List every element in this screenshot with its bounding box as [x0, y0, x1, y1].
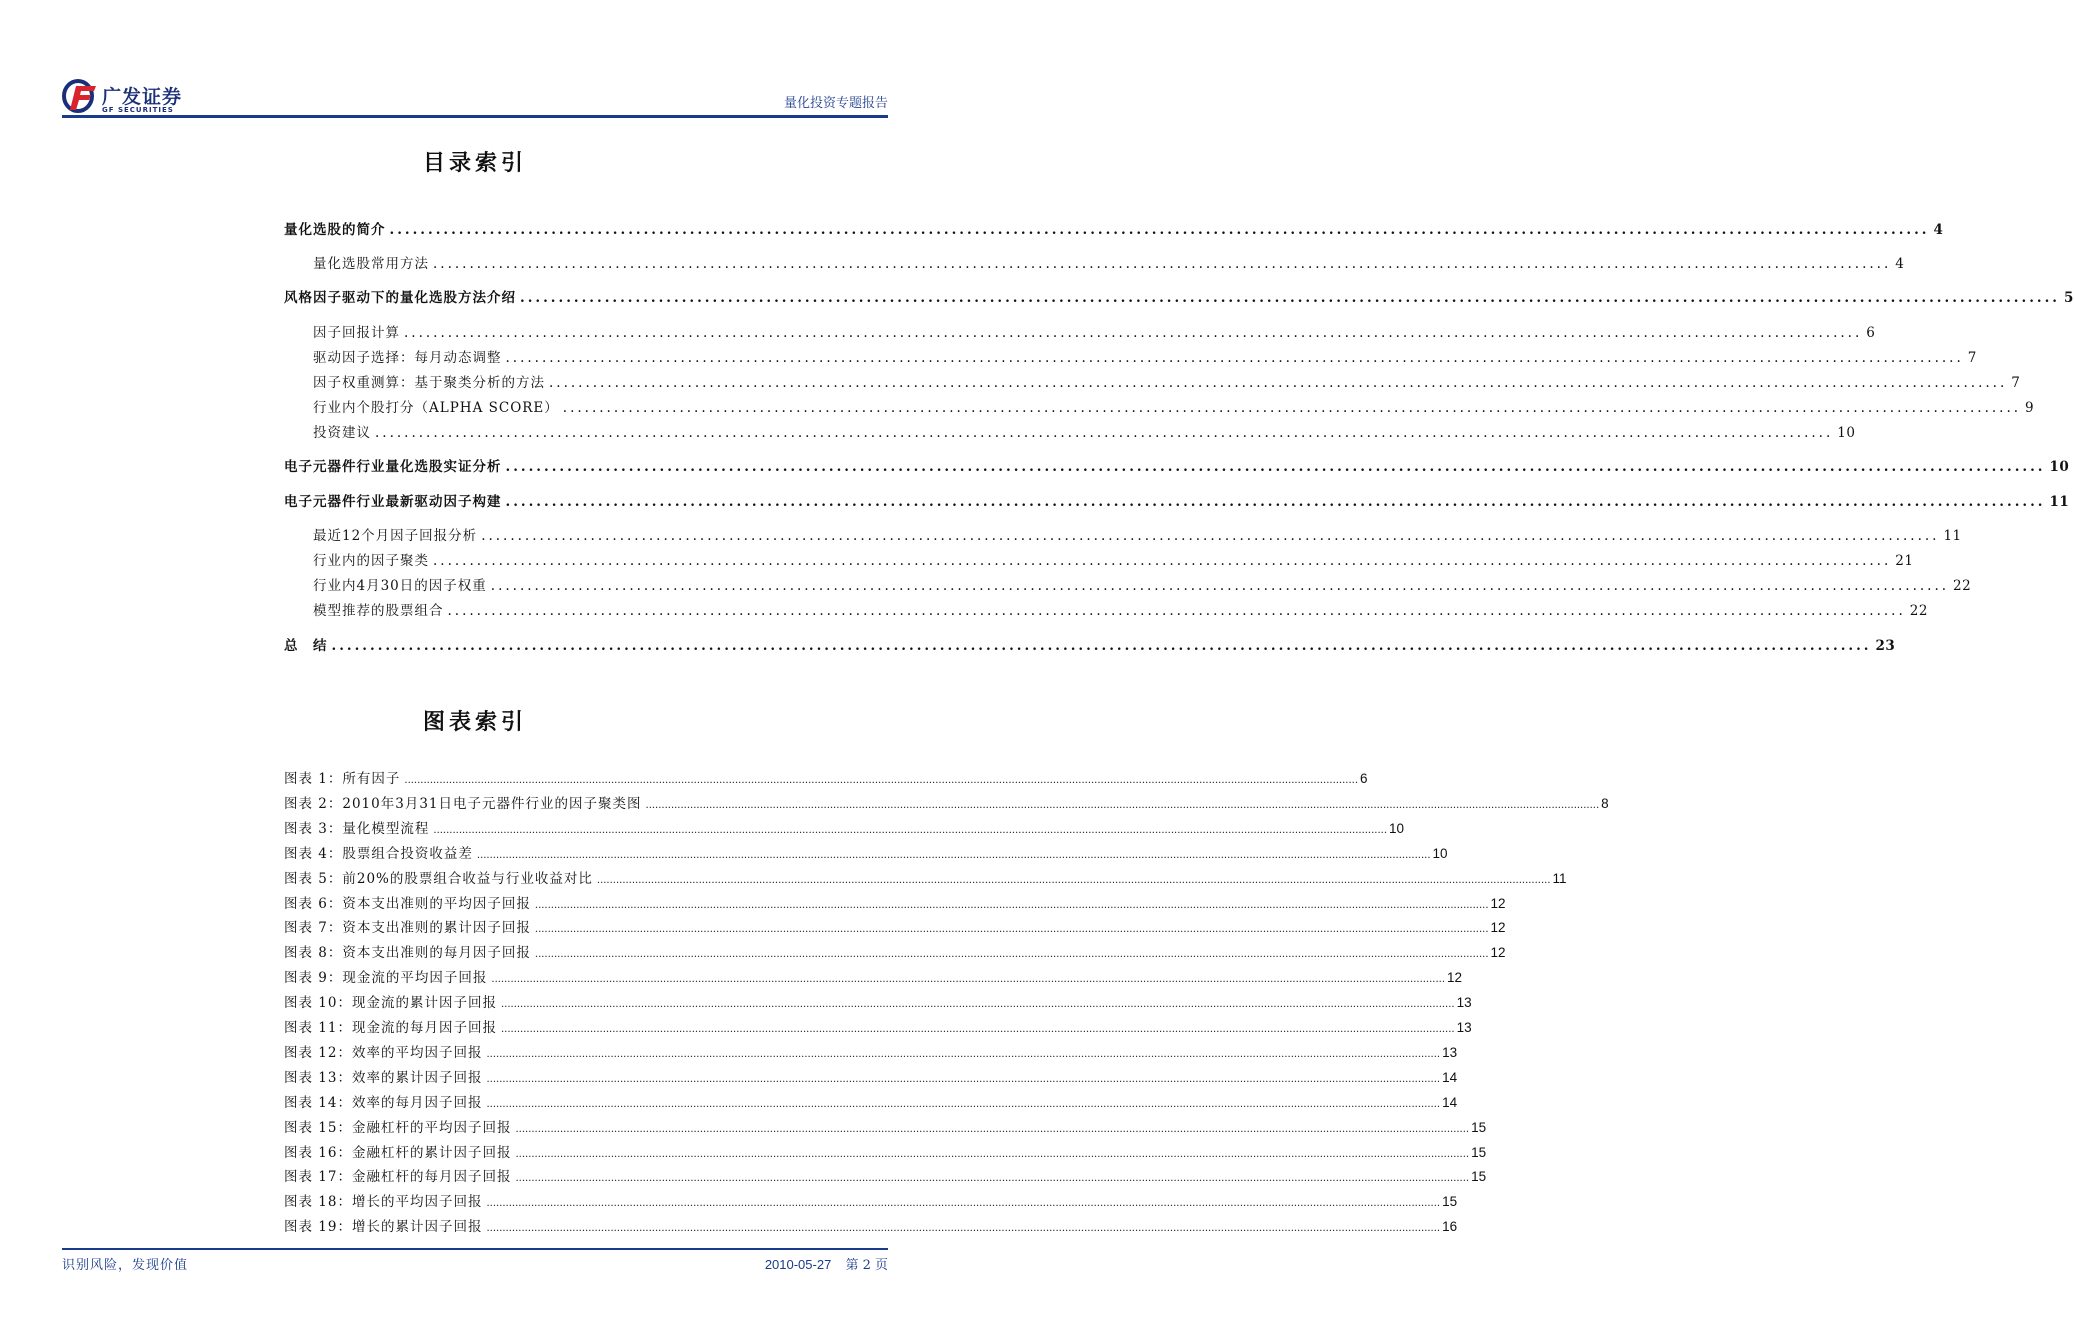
figure-index-entry[interactable] — [284, 1167, 1487, 1187]
toc-entry-page: 11 — [1943, 528, 1962, 544]
toc-leader-dots: ........................................................................................................................................................................................................ — [505, 459, 2046, 475]
toc-entry-page: 4 — [1933, 222, 1944, 238]
toc-leader-dots: ........................................................................................................................................................................................................ — [549, 375, 2008, 391]
figure-entry-title: 图表 18：增长的平均因子回报 — [284, 1194, 483, 1211]
toc-leader-dots: ........................................................................................................................................................................................................ — [331, 638, 1872, 654]
figure-entry-title: 图表 10：现金流的累计因子回报 — [284, 995, 497, 1012]
figure-entry-title: 图表 9：现金流的平均因子回报 — [284, 970, 488, 987]
figure-index-entry[interactable] — [284, 1043, 1458, 1063]
toc-entry-page: 5 — [2064, 290, 2074, 306]
figure-leader-dots: ............................................................................................................................................................................................................................................................................................................ — [491, 974, 1446, 986]
figure-index-entry[interactable] — [284, 844, 1448, 864]
figure-leader-dots: ............................................................................................................................................................................................................................................................................................................ — [404, 775, 1359, 786]
toc-entry-page: 10 — [2049, 459, 2070, 475]
toc-entry[interactable] — [284, 526, 1962, 546]
toc-leader-dots: ........................................................................................................................................................................................................ — [520, 290, 2060, 306]
figure-entry-page: 15 — [1471, 1169, 1487, 1185]
figure-entry-page: 10 — [1432, 845, 1448, 861]
figure-leader-dots: ............................................................................................................................................................................................................................................................................................................ — [500, 999, 1455, 1011]
toc-entry-page: 7 — [1967, 350, 1977, 366]
figure-index-entry[interactable] — [284, 1018, 1472, 1038]
figure-entry-page: 13 — [1456, 995, 1472, 1011]
figure-entry-page: 15 — [1471, 1119, 1487, 1135]
toc-entry-page: 23 — [1875, 638, 1896, 654]
toc-entry-title: 最近12个月因子回报分析 — [313, 528, 478, 544]
figure-index-entry[interactable] — [284, 894, 1506, 914]
figure-entry-title: 图表 5：前20%的股票组合收益与行业收益对比 — [284, 870, 593, 887]
toc-entry-title: 行业内的因子聚类 — [313, 553, 429, 569]
toc-entry-title: 驱动因子选择：每月动态调整 — [313, 350, 502, 366]
figure-entry-page: 12 — [1490, 945, 1506, 961]
figure-entry-title: 图表 11：现金流的每月因子回报 — [284, 1020, 497, 1036]
figure-index-entry[interactable] — [284, 993, 1472, 1013]
toc-entry[interactable] — [284, 373, 2021, 393]
figure-leader-dots: ............................................................................................................................................................................................................................................................................................................ — [486, 1223, 1441, 1235]
figure-entry-page: 11 — [1552, 870, 1567, 886]
toc-entry-title: 因子权重测算：基于聚类分析的方法 — [313, 375, 545, 391]
figure-entry-page: 12 — [1447, 970, 1463, 986]
figure-leader-dots: ............................................................................................................................................................................................................................................................................................................ — [515, 1148, 1470, 1160]
footer-page-number: 第 2 页 — [845, 1258, 888, 1273]
figure-entry-page: 12 — [1490, 920, 1506, 936]
toc-entry[interactable] — [284, 348, 1977, 368]
toc-entry-page: 4 — [1895, 256, 1905, 272]
toc-entry-title: 电子元器件行业量化选股实证分析 — [284, 459, 502, 475]
figure-entry-page: 14 — [1442, 1069, 1458, 1085]
toc-entry-title: 电子元器件行业最新驱动因子构建 — [284, 494, 502, 510]
figure-entry-page: 13 — [1442, 1044, 1458, 1060]
logo-text-cn: 广发证券 — [102, 86, 183, 108]
figure-entry-title: 图表 12：效率的平均因子回报 — [284, 1044, 483, 1061]
figure-leader-dots: ............................................................................................................................................................................................................................................................................................................ — [534, 899, 1489, 911]
figure-entry-title: 图表 14：效率的每月因子回报 — [284, 1094, 483, 1111]
figure-leader-dots: ............................................................................................................................................................................................................................................................................................................ — [486, 1098, 1441, 1110]
gf-logo-icon — [62, 78, 102, 114]
figure-entry-page: 16 — [1442, 1219, 1458, 1235]
figure-index-entry[interactable] — [284, 1068, 1458, 1088]
toc-leader-dots: ........................................................................................................................................................................................................ — [490, 578, 1950, 594]
toc-leader-dots: ........................................................................................................................................................................................................ — [447, 603, 1906, 619]
company-logo — [62, 78, 202, 116]
toc-entry-page: 22 — [1909, 603, 1928, 619]
toc-leader-dots: ........................................................................................................................................................................................................ — [375, 425, 1834, 441]
figure-entry-page: 14 — [1442, 1094, 1458, 1110]
toc-leader-dots: ........................................................................................................................................................................................................ — [562, 400, 2022, 416]
toc-entry[interactable] — [284, 423, 1856, 443]
toc-entry[interactable] — [284, 323, 1876, 343]
figure-index-entry[interactable] — [284, 1118, 1487, 1138]
figure-entry-title: 图表 2：2010年3月31日电子元器件行业的因子聚类图 — [284, 795, 642, 812]
figure-leader-dots: ............................................................................................................................................................................................................................................................................................................ — [486, 1073, 1441, 1085]
toc-leader-dots: ........................................................................................................................................................................................................ — [433, 256, 1892, 272]
figure-index-entry[interactable] — [284, 794, 1609, 814]
figure-entry-title: 图表 7：资本支出准则的累计因子回报 — [284, 920, 531, 937]
toc-entry-title: 总 结 — [284, 638, 328, 654]
toc-entry-page: 21 — [1895, 553, 1914, 569]
figure-index-entry[interactable] — [284, 869, 1567, 889]
figure-entry-page: 10 — [1389, 820, 1405, 836]
figure-entry-page: 15 — [1471, 1144, 1487, 1160]
figure-entry-title: 图表 8：资本支出准则的每月因子回报 — [284, 945, 531, 962]
figure-index-entry[interactable] — [284, 819, 1405, 839]
toc-entry-title: 行业内4月30日的因子权重 — [313, 578, 487, 594]
figure-leader-dots: ............................................................................................................................................................................................................................................................................................................ — [486, 1198, 1441, 1210]
toc-entry[interactable] — [284, 398, 2035, 418]
figure-entry-title: 图表 1：所有因子 — [284, 771, 401, 787]
figure-leader-dots: ............................................................................................................................................................................................................................................................................................................ — [433, 824, 1388, 836]
figure-index-entry[interactable] — [284, 769, 1368, 789]
toc-entry-title: 投资建议 — [313, 425, 371, 441]
figure-index-entry[interactable] — [284, 968, 1463, 988]
figure-entry-page: 6 — [1360, 771, 1368, 786]
toc-entry-title: 量化选股的简介 — [284, 222, 386, 238]
figure-leader-dots: ............................................................................................................................................................................................................................................................................................................ — [486, 1048, 1441, 1060]
toc-leader-dots: ........................................................................................................................................................................................................ — [404, 325, 1863, 341]
figure-entry-page: 15 — [1442, 1194, 1458, 1210]
footer-divider — [62, 1248, 888, 1250]
footer-page-info — [765, 1254, 888, 1273]
page-header — [62, 72, 888, 116]
toc-entry-title: 风格因子驱动下的量化选股方法介绍 — [284, 290, 516, 306]
toc-entry[interactable] — [284, 492, 2070, 512]
toc-entry-page: 7 — [2011, 375, 2021, 391]
figure-leader-dots: ............................................................................................................................................................................................................................................................................................................ — [645, 799, 1600, 811]
figure-leader-dots: ............................................................................................................................................................................................................................................................................................................ — [596, 874, 1551, 886]
footer-date: 2010-05-27 — [764, 1257, 832, 1272]
figure-index-entry[interactable] — [284, 918, 1506, 938]
toc-entry-title: 量化选股常用方法 — [313, 256, 429, 272]
toc-entry[interactable] — [284, 254, 1905, 274]
toc-entry[interactable] — [284, 576, 1972, 596]
toc-entry[interactable] — [284, 288, 2074, 308]
figure-leader-dots: ............................................................................................................................................................................................................................................................................................................ — [476, 849, 1431, 861]
toc-entry[interactable] — [284, 551, 1914, 571]
figure-leader-dots: ............................................................................................................................................................................................................................................................................................................ — [515, 1123, 1470, 1135]
toc-entry-page: 22 — [1953, 578, 1972, 594]
toc-entry-page: 10 — [1837, 425, 1856, 441]
toc-entry-title: 因子回报计算 — [313, 325, 400, 341]
figure-leader-dots: ............................................................................................................................................................................................................................................................................................................ — [515, 1173, 1470, 1185]
toc-entry-page: 9 — [2025, 400, 2035, 416]
toc-entry-page: 11 — [2049, 494, 2070, 510]
figure-entry-title: 图表 3：量化模型流程 — [284, 820, 430, 837]
toc-entry-page: 6 — [1866, 325, 1876, 341]
figure-leader-dots: ............................................................................................................................................................................................................................................................................................................ — [534, 924, 1489, 936]
figure-entry-title: 图表 6：资本支出准则的平均因子回报 — [284, 895, 531, 912]
toc-entry[interactable] — [284, 457, 2070, 477]
figure-index-entry[interactable] — [284, 1093, 1458, 1113]
figures-index-title: 图表索引 — [422, 709, 527, 735]
figure-entry-page: 12 — [1490, 895, 1506, 911]
figure-index-entry[interactable] — [284, 1143, 1487, 1163]
footer-slogan: 识别风险，发现价值 — [62, 1258, 189, 1273]
logo-text-en: GF SECURITIES — [102, 106, 174, 114]
figure-entry-title: 图表 17：金融杠杆的每月因子回报 — [284, 1169, 512, 1186]
figure-index-entry[interactable] — [284, 1192, 1458, 1212]
toc-leader-dots: ........................................................................................................................................................................................................ — [481, 528, 1940, 544]
figure-index-entry[interactable] — [284, 1217, 1458, 1237]
report-type-label: 量化投资专题报告 — [783, 96, 888, 111]
figure-entry-page: 8 — [1601, 795, 1609, 811]
toc-leader-dots: ........................................................................................................................................................................................................ — [505, 350, 1964, 366]
figure-entry-page: 13 — [1456, 1020, 1472, 1035]
toc-leader-dots: ........................................................................................................................................................................................................ — [433, 553, 1892, 569]
header-divider — [62, 115, 888, 118]
toc-entry-title: 模型推荐的股票组合 — [313, 603, 444, 619]
toc-title: 目录索引 — [422, 150, 527, 176]
toc-entry[interactable] — [284, 601, 1928, 621]
figure-leader-dots: ............................................................................................................................................................................................................................................................................................................ — [534, 949, 1489, 961]
toc-entry-title: 行业内个股打分（ALPHA SCORE） — [313, 400, 559, 416]
toc-leader-dots: ........................................................................................................................................................................................................ — [505, 494, 2046, 510]
figure-entry-title: 图表 4：股票组合投资收益差 — [284, 845, 473, 862]
toc-entry[interactable] — [284, 636, 1896, 656]
figure-entry-title: 图表 15：金融杠杆的平均因子回报 — [284, 1119, 512, 1136]
figure-entry-title: 图表 13：效率的累计因子回报 — [284, 1069, 483, 1086]
toc-entry[interactable] — [284, 220, 1944, 240]
figure-entry-title: 图表 16：金融杠杆的累计因子回报 — [284, 1144, 512, 1161]
figure-leader-dots: ............................................................................................................................................................................................................................................................................................................ — [500, 1024, 1455, 1035]
figure-index-entry[interactable] — [284, 943, 1506, 963]
toc-leader-dots: ........................................................................................................................................................................................................ — [389, 222, 1930, 238]
figure-entry-title: 图表 19：增长的累计因子回报 — [284, 1219, 483, 1236]
